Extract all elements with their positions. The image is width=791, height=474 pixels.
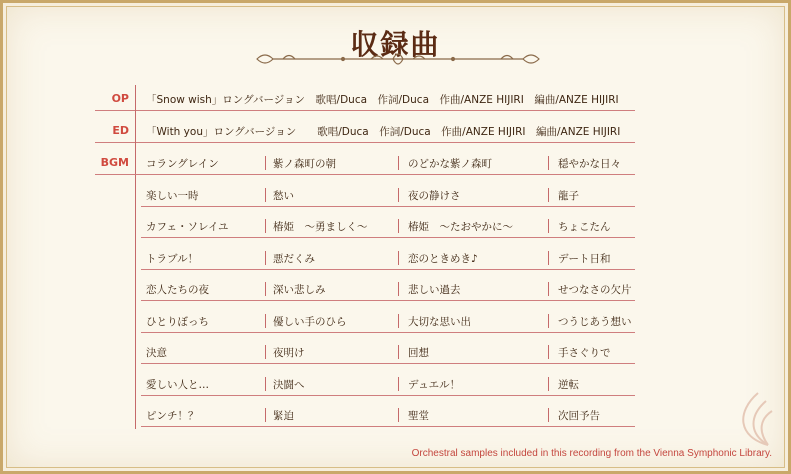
bgm-track-title: ちょこたん xyxy=(558,221,611,233)
column-separator xyxy=(548,251,549,265)
bgm-track-title: 穏やかな日々 xyxy=(558,158,621,170)
column-separator xyxy=(265,314,266,328)
bgm-track-title: 夜の静けさ xyxy=(408,189,461,202)
bgm-track-title: 次回予告 xyxy=(558,410,600,422)
op-label: OP xyxy=(111,92,129,105)
bgm-track-title: 回想 xyxy=(408,347,429,359)
divider xyxy=(95,142,635,143)
column-separator xyxy=(265,282,266,296)
bgm-track-title: 椿姫 ～勇ましく～ xyxy=(273,221,368,233)
bgm-track-title: 紫ノ森町の朝 xyxy=(273,158,336,170)
bgm-track-title: 恋人たちの夜 xyxy=(146,284,209,296)
column-separator xyxy=(398,377,399,391)
bgm-track-title: 龍子 xyxy=(558,189,579,202)
title-flourish-ornament xyxy=(243,46,553,72)
column-separator xyxy=(398,251,399,265)
divider xyxy=(141,300,635,301)
column-separator xyxy=(265,345,266,359)
column-separator xyxy=(265,188,266,202)
bgm-track-title: 緊迫 xyxy=(273,410,294,422)
label-column-rule xyxy=(135,85,136,429)
column-separator xyxy=(265,377,266,391)
bgm-track-title: ピンチ！？ xyxy=(146,410,199,422)
divider xyxy=(141,206,635,207)
bgm-label: BGM xyxy=(100,156,129,169)
column-separator xyxy=(548,377,549,391)
bgm-track-title: 悲しい過去 xyxy=(408,284,461,296)
bgm-track-title: 悪だくみ xyxy=(273,252,315,265)
ed-label: ED xyxy=(112,124,129,137)
divider xyxy=(141,426,635,427)
bgm-track-title: せつなさの欠片 xyxy=(558,284,632,296)
bgm-track-title: トラブル！ xyxy=(146,252,199,265)
column-separator xyxy=(398,314,399,328)
column-separator xyxy=(548,282,549,296)
column-separator xyxy=(265,219,266,233)
column-separator xyxy=(548,188,549,202)
vsl-credit-note: Orchestral samples included in this recording from the Vienna Symphonic Library. xyxy=(411,448,772,459)
bgm-track-title: 夜明け xyxy=(273,347,305,359)
bgm-track-title: 優しい手のひら xyxy=(273,315,347,328)
column-separator xyxy=(548,156,549,170)
bgm-track-title: 愛しい人と… xyxy=(146,378,209,391)
column-separator xyxy=(548,219,549,233)
bgm-track-title: 聖堂 xyxy=(408,410,429,422)
column-separator xyxy=(265,156,266,170)
column-separator xyxy=(398,219,399,233)
divider xyxy=(141,332,635,333)
column-separator xyxy=(265,408,266,422)
divider xyxy=(95,110,635,111)
bgm-track-title: 恋のときめき♪ xyxy=(408,252,478,265)
page-title: 収録曲 xyxy=(350,28,441,61)
divider xyxy=(95,174,635,175)
bgm-track-title: 手さぐりで xyxy=(558,347,611,359)
corner-ornament xyxy=(728,387,774,447)
column-separator xyxy=(398,156,399,170)
bgm-track-title: のどかな紫ノ森町 xyxy=(408,158,492,170)
column-separator xyxy=(398,188,399,202)
bgm-track-title: 逆転 xyxy=(558,378,579,391)
bgm-track-title: 決闘へ xyxy=(273,378,305,391)
bgm-track-title: 楽しい一時 xyxy=(146,189,199,202)
bgm-track-title: 愁い xyxy=(273,189,294,202)
column-separator xyxy=(548,314,549,328)
divider xyxy=(141,237,635,238)
bgm-track-title: カフェ・ソレイユ xyxy=(146,221,229,233)
ed-credit: 「With you」ロングバージョン 歌唱/Duca 作詞/Duca 作曲/ANZE HIJIRI 編曲/ANZE HIJIRI xyxy=(146,126,621,138)
divider xyxy=(141,363,635,364)
divider xyxy=(141,395,635,396)
column-separator xyxy=(548,345,549,359)
column-separator xyxy=(265,251,266,265)
bgm-track-title: 大切な思い出 xyxy=(408,315,471,328)
bgm-track-title: ひとりぼっち xyxy=(146,315,209,328)
bgm-track-title: 深い悲しみ xyxy=(273,284,326,296)
bgm-track-title: つうじあう想い xyxy=(558,315,632,328)
op-credit: 「Snow wish」ロングバージョン 歌唱/Duca 作詞/Duca 作曲/ANZE HIJIRI 編曲/ANZE HIJIRI xyxy=(146,94,619,106)
column-separator xyxy=(398,408,399,422)
column-separator xyxy=(398,282,399,296)
bgm-track-title: 椿姫 ～たおやかに～ xyxy=(408,221,513,233)
bgm-track-title: 決意 xyxy=(146,347,167,359)
bgm-track-title: デート日和 xyxy=(558,252,611,265)
column-separator xyxy=(398,345,399,359)
column-separator xyxy=(548,408,549,422)
divider xyxy=(141,269,635,270)
bgm-track-title: コラングレイン xyxy=(146,158,219,170)
bgm-track-title: デュエル！ xyxy=(408,378,461,391)
